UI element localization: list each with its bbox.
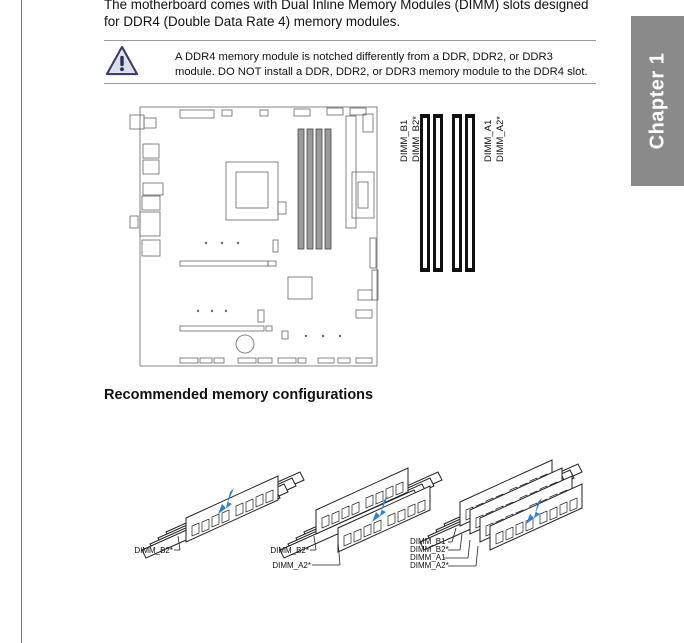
memory-config-illustrations	[130, 416, 600, 576]
config-one-label-b2: DIMM_B2*	[134, 546, 173, 555]
slot-label-dimm-b2: DIMM_B2*	[411, 116, 422, 162]
config-four-label-a2: DIMM_A2*	[410, 561, 449, 570]
note-bottom-rule	[104, 83, 596, 84]
slot-label-dimm-a2: DIMM_A2*	[495, 116, 506, 162]
dimm-slot-closeup	[394, 110, 514, 278]
note-text: A DDR4 memory module is notched differently from a DDR, DDR2, or DDR3 module. DO NOT install a DDR, DDR2, or DDR3 memory module to the DDR4 slot.	[175, 51, 588, 78]
motherboard-layout-diagram	[128, 100, 388, 372]
config-two-label-a2: DIMM_A2*	[272, 561, 311, 570]
slot-label-dimm-a1: DIMM_A1	[483, 119, 494, 162]
warning-triangle-icon	[104, 44, 140, 78]
config-two-label-b2: DIMM_B2*	[270, 546, 309, 555]
slot-label-dimm-b1: DIMM_B1	[399, 119, 410, 162]
section-title: Recommended memory configurations	[104, 387, 374, 403]
intro-paragraph: The motherboard comes with Dual Inline Memory Modules (DIMM) slots designed for DDR4 (Double Data Rate 4) memory modules.	[104, 0, 589, 29]
chapter-tab	[631, 16, 684, 186]
config-four-label-b1: DIMM_B1	[410, 537, 446, 546]
chapter-tab-label: Chapter 1	[646, 52, 668, 150]
config-four-label-b2: DIMM_B2*	[410, 545, 449, 554]
note-top-rule	[104, 40, 596, 41]
config-four-label-a1: DIMM_A1	[410, 553, 446, 562]
